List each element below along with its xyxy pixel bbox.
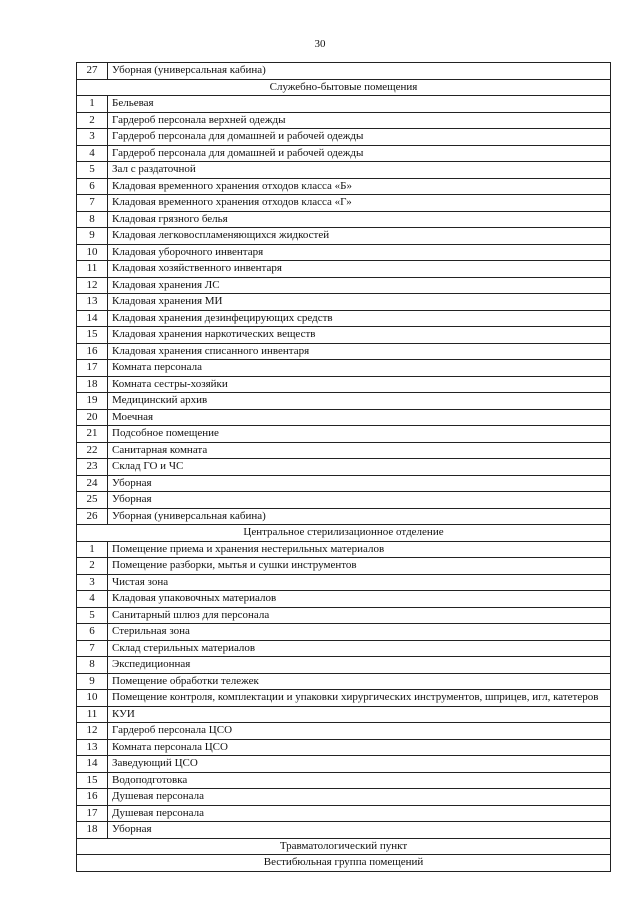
table-row — [77, 426, 611, 443]
room-name: Комната персонала — [108, 360, 611, 377]
row-number: 18 — [77, 822, 108, 839]
room-name: Водоподготовка — [108, 772, 611, 789]
section-header-row — [77, 525, 611, 542]
table-row — [77, 393, 611, 410]
table-row — [77, 690, 611, 707]
row-number: 5 — [77, 607, 108, 624]
row-number: 13 — [77, 294, 108, 311]
row-number: 8 — [77, 657, 108, 674]
table-row — [77, 442, 611, 459]
table-row — [77, 96, 611, 113]
table-row — [77, 805, 611, 822]
row-number: 15 — [77, 772, 108, 789]
room-name: Кладовая легковоспламеняющихся жидкостей — [108, 228, 611, 245]
room-name: Помещение обработки тележек — [108, 673, 611, 690]
row-number: 5 — [77, 162, 108, 179]
table-row — [77, 294, 611, 311]
row-number: 12 — [77, 277, 108, 294]
table-row — [77, 195, 611, 212]
row-number: 23 — [77, 459, 108, 476]
row-number: 9 — [77, 228, 108, 245]
table-row — [77, 772, 611, 789]
row-number: 7 — [77, 195, 108, 212]
room-name: Душевая персонала — [108, 805, 611, 822]
table-row — [77, 558, 611, 575]
room-name: Чистая зона — [108, 574, 611, 591]
row-number: 16 — [77, 343, 108, 360]
room-name: Уборная (универсальная кабина) — [108, 508, 611, 525]
row-number: 20 — [77, 409, 108, 426]
room-name: Гардероб персонала для домашней и рабочей одежды — [108, 129, 611, 146]
room-name: Кладовая хранения МИ — [108, 294, 611, 311]
row-number: 4 — [77, 145, 108, 162]
row-number: 17 — [77, 360, 108, 377]
room-name: Уборная — [108, 822, 611, 839]
row-number: 7 — [77, 640, 108, 657]
table-row — [77, 129, 611, 146]
room-name: Кладовая упаковочных материалов — [108, 591, 611, 608]
table-row — [77, 244, 611, 261]
table-row — [77, 112, 611, 129]
row-number: 15 — [77, 327, 108, 344]
row-number: 19 — [77, 393, 108, 410]
room-name: Склад ГО и ЧС — [108, 459, 611, 476]
rooms-table — [76, 62, 611, 872]
table-row — [77, 327, 611, 344]
room-name: Моечная — [108, 409, 611, 426]
table-row — [77, 162, 611, 179]
table-row — [77, 574, 611, 591]
section-title: Центральное стерилизационное отделение — [77, 525, 611, 542]
table-row — [77, 723, 611, 740]
table-row — [77, 822, 611, 839]
room-name: Кладовая временного хранения отходов класса «Г» — [108, 195, 611, 212]
row-number: 4 — [77, 591, 108, 608]
table-row — [77, 360, 611, 377]
table-row — [77, 508, 611, 525]
table-row — [77, 673, 611, 690]
room-name: Помещение разборки, мытья и сушки инструментов — [108, 558, 611, 575]
section-header-row — [77, 838, 611, 855]
row-number: 6 — [77, 178, 108, 195]
row-number: 21 — [77, 426, 108, 443]
table-row — [77, 63, 611, 80]
page-number: 30 — [314, 38, 326, 50]
row-number: 12 — [77, 723, 108, 740]
room-name: Кладовая временного хранения отходов класса «Б» — [108, 178, 611, 195]
table-row — [77, 706, 611, 723]
table-row — [77, 739, 611, 756]
row-number: 11 — [77, 261, 108, 278]
table-row — [77, 178, 611, 195]
room-name: Медицинский архив — [108, 393, 611, 410]
row-number: 14 — [77, 310, 108, 327]
room-name: Уборная — [108, 492, 611, 509]
row-number: 2 — [77, 558, 108, 575]
room-name: Комната персонала ЦСО — [108, 739, 611, 756]
room-name: Кладовая хранения ЛС — [108, 277, 611, 294]
room-name: Бельевая — [108, 96, 611, 113]
row-number: 11 — [77, 706, 108, 723]
table-row — [77, 277, 611, 294]
room-name: Гардероб персонала для домашней и рабочей одежды — [108, 145, 611, 162]
room-name: Кладовая уборочного инвентаря — [108, 244, 611, 261]
row-number: 3 — [77, 129, 108, 146]
row-number: 25 — [77, 492, 108, 509]
row-number: 9 — [77, 673, 108, 690]
table-row — [77, 789, 611, 806]
section-header-row — [77, 79, 611, 96]
room-name: Помещение приема и хранения нестерильных материалов — [108, 541, 611, 558]
room-name: Стерильная зона — [108, 624, 611, 641]
room-name: Заведующий ЦСО — [108, 756, 611, 773]
room-name: Душевая персонала — [108, 789, 611, 806]
room-name: Комната сестры-хозяйки — [108, 376, 611, 393]
room-name: Зал с раздаточной — [108, 162, 611, 179]
room-name: Кладовая хозяйственного инвентаря — [108, 261, 611, 278]
table-row — [77, 228, 611, 245]
table-row — [77, 211, 611, 228]
section-title: Служебно-бытовые помещения — [77, 79, 611, 96]
row-number: 16 — [77, 789, 108, 806]
table-row — [77, 756, 611, 773]
room-name: Кладовая хранения дезинфецирующих средств — [108, 310, 611, 327]
room-name: Кладовая хранения наркотических веществ — [108, 327, 611, 344]
row-number: 13 — [77, 739, 108, 756]
table-row — [77, 376, 611, 393]
table-row — [77, 459, 611, 476]
table-row — [77, 261, 611, 278]
room-name: Санитарный шлюз для персонала — [108, 607, 611, 624]
room-name: Склад стерильных материалов — [108, 640, 611, 657]
table-row — [77, 409, 611, 426]
row-number: 10 — [77, 690, 108, 707]
room-name: Уборная (универсальная кабина) — [108, 63, 611, 80]
table-row — [77, 657, 611, 674]
row-number: 14 — [77, 756, 108, 773]
row-number: 3 — [77, 574, 108, 591]
room-name: Подсобное помещение — [108, 426, 611, 443]
room-name: Санитарная комната — [108, 442, 611, 459]
table-row — [77, 343, 611, 360]
row-number: 17 — [77, 805, 108, 822]
room-name: Кладовая грязного белья — [108, 211, 611, 228]
table-row — [77, 640, 611, 657]
row-number: 18 — [77, 376, 108, 393]
table-row — [77, 607, 611, 624]
row-number: 10 — [77, 244, 108, 261]
row-number: 26 — [77, 508, 108, 525]
row-number: 27 — [77, 63, 108, 80]
row-number: 8 — [77, 211, 108, 228]
row-number: 1 — [77, 541, 108, 558]
room-name: Уборная — [108, 475, 611, 492]
row-number: 6 — [77, 624, 108, 641]
room-name: Экспедиционная — [108, 657, 611, 674]
row-number: 1 — [77, 96, 108, 113]
table-row — [77, 145, 611, 162]
room-name: Помещение контроля, комплектации и упаковки хирургических инструментов, шприцев, игл, катетеров — [108, 690, 611, 707]
section-title: Травматологический пункт — [77, 838, 611, 855]
row-number: 2 — [77, 112, 108, 129]
room-name: Кладовая хранения списанного инвентаря — [108, 343, 611, 360]
row-number: 22 — [77, 442, 108, 459]
table-row — [77, 591, 611, 608]
table-row — [77, 541, 611, 558]
room-name: Гардероб персонала ЦСО — [108, 723, 611, 740]
table-row — [77, 492, 611, 509]
rooms-table-body — [77, 63, 611, 872]
section-title: Вестибюльная группа помещений — [77, 855, 611, 872]
table-row — [77, 310, 611, 327]
row-number: 24 — [77, 475, 108, 492]
room-name: КУИ — [108, 706, 611, 723]
room-name: Гардероб персонала верхней одежды — [108, 112, 611, 129]
table-row — [77, 475, 611, 492]
section-header-row — [77, 855, 611, 872]
table-row — [77, 624, 611, 641]
